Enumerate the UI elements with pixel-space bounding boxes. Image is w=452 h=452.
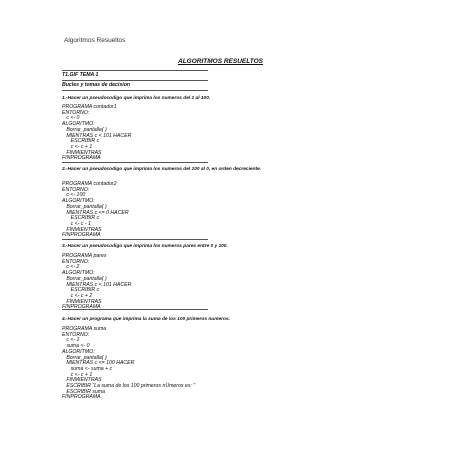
code-line: Borrar_pantalla( ): [62, 126, 107, 133]
code-line: FINPROGRAMA: [62, 155, 101, 162]
code-line: MIENTRAS c < 101 HACER: [62, 281, 132, 288]
code-block: [62, 182, 129, 239]
code-block: [62, 105, 131, 162]
divider: [62, 239, 208, 240]
exercise-question: 3.-Hacer un pseudocodigo que imprima los numeros pares entre 0 y 100.: [62, 244, 228, 249]
divider: [62, 70, 208, 71]
code-line: ESCRIBIR c: [62, 215, 100, 222]
code-block: [62, 254, 131, 311]
code-line: c <- c - 1: [62, 220, 91, 227]
code-line: c <- c + 1: [62, 143, 93, 150]
exercise-question: 1.-Hacer un pseudocodigo que imprima los numeros del 1 al 100.: [62, 96, 211, 101]
code-line: suma <- 0: [62, 343, 90, 350]
exercise-question: 4.-Hacer un programa que imprima la suma de los 100 primeros numeros.: [62, 317, 230, 322]
code-line: Borrar_pantalla( ): [62, 275, 107, 282]
code-line: c <- c + 1: [62, 371, 93, 378]
subsection-heading: Bucles y tomas de decision: [62, 82, 131, 88]
exercise-question: 2.-Hacer un pseudocodigo que imprima los numeros del 100 al 0, en orden decreciente.: [62, 167, 262, 172]
code-line: PROGRAMA contador2: [62, 181, 117, 187]
code-line: FINMIENTRAS: [62, 149, 102, 156]
code-block: [62, 327, 195, 401]
code-line: ALGORITMO:: [62, 270, 95, 277]
code-line: suma <- suma + c: [62, 365, 113, 372]
code-line: FINPROGRAMA: [62, 304, 101, 311]
divider: [62, 90, 208, 91]
code-line: ENTORNO:: [62, 109, 90, 116]
code-line: PROGRAMA contador1: [62, 104, 117, 110]
code-line: FINMIENTRAS: [62, 298, 102, 305]
code-line: MIENTRAS c <= 0 HACER: [62, 209, 129, 216]
code-line: Borrar_pantalla( ): [62, 203, 107, 210]
document-header: Algoritmos Resueltos: [64, 37, 126, 44]
code-line: c <- 0: [62, 115, 80, 122]
code-line: ESCRIBIR "La suma de los 100 primeros nÚmeros es: ": [62, 383, 196, 390]
divider: [62, 309, 208, 310]
code-line: FINMIENTRAS: [62, 226, 102, 233]
code-line: ENTORNO:: [62, 186, 90, 193]
code-line: ESCRIBIR suma: [62, 388, 105, 395]
code-line: PROGRAMA suma: [62, 326, 107, 332]
code-line: ENTORNO:: [62, 258, 90, 265]
code-line: ESCRIBIR c: [62, 287, 100, 294]
section-heading: T1.GIF TEMA 1: [62, 72, 99, 78]
code-line: c <- 2: [62, 264, 80, 271]
code-line: ESCRIBIR c: [62, 138, 100, 145]
code-line: ENTORNO:: [62, 331, 90, 338]
divider: [62, 162, 208, 163]
code-line: ALGORITMO:: [62, 348, 95, 355]
code-line: c <- c + 2: [62, 292, 93, 299]
code-line: ALGORITMO:: [62, 121, 95, 128]
code-line: ALGORITMO:: [62, 198, 95, 205]
code-line: MIENTRAS c <= 100 HACER: [62, 360, 135, 367]
code-line: MIENTRAS c < 101 HACER: [62, 132, 132, 139]
divider: [62, 80, 208, 81]
code-line: FINPROGRAMA: [62, 394, 101, 401]
code-line: FINPROGRAMA: [62, 232, 101, 239]
code-line: c <- 1: [62, 337, 80, 344]
document-title: ALGORITMOS RESUELTOS: [178, 58, 263, 65]
code-line: FINMIENTRAS: [62, 377, 102, 384]
code-line: c <- 100: [62, 192, 86, 199]
code-line: PROGRAMA pares: [62, 253, 107, 259]
code-line: Borrar_pantalla( ): [62, 354, 107, 361]
